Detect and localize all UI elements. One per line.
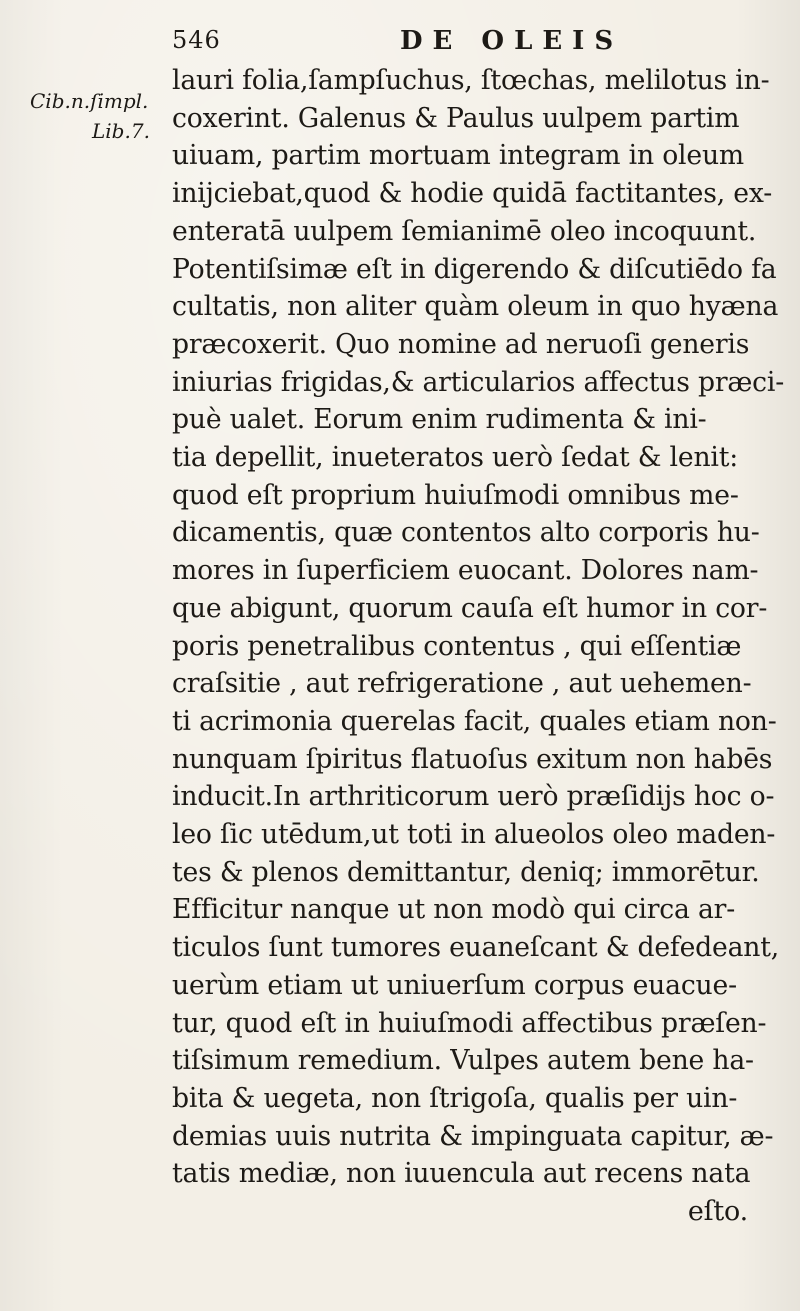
text-line: ti acrimonia querelas facit, quales etiam non- [172,705,777,737]
text-line: bita & uegeta, non ſtrigoſa, qualis per uin- [172,1082,738,1114]
catchword: eſto. [687,1196,748,1228]
text-line: Potentiſsimæ eſt in digerendo & diſcutiēdo fa [172,253,777,285]
text-line: iniurias frigidas,& articularios affectus præci- [172,366,785,398]
text-line: tes & plenos demittantur, deniq; immorētur. [172,856,760,888]
text-line: dicamentis, quæ contentos alto corporis hu- [172,517,760,549]
text-line: uerùm etiam ut uniuerſum corpus euacue- [172,969,737,1001]
text-line: puè ualet. Eorum enim rudimenta & ini- [172,404,707,436]
text-line: tia depellit, inueteratos uerò ſedat & lenit: [172,442,739,474]
text-line: mores in ſuperficiem euocant. Dolores nam- [172,555,759,587]
running-head [0,26,800,66]
text-line: tiſsimum remedium. Vulpes autem bene ha- [172,1045,754,1077]
running-title: DE OLEIS [400,26,624,56]
text-line: coxerint. Galenus & Paulus uulpem partim [172,102,740,134]
margin-note-line: Lib.7. [92,119,150,143]
margin-note-line: Cib.n.ſimpl. [30,89,149,113]
text-line: Efficitur nanque ut non modò qui circa ar- [172,894,736,926]
text-line: quod eſt proprium huiuſmodi omnibus me- [172,479,739,511]
text-line: præcoxerit. Quo nomine ad neruoſi generis [172,328,750,360]
text-line: demias uuis nutrita & impinguata capitur, æ- [172,1120,774,1152]
text-line: craſsitie , aut refrigeratione , aut uehemen- [172,668,752,700]
margin-note [30,86,170,146]
page-number: 546 [172,26,221,54]
text-line: nunquam ſpiritus flatuoſus exitum non habēs [172,743,773,775]
text-line: uiuam, partim mortuam integram in oleum [172,140,744,172]
text-line: inducit.In arthriticorum uerò præſidijs hoc o- [172,781,775,813]
text-line: cultatis, non aliter quàm oleum in quo hyæna [172,291,779,323]
text-line: tur, quod eſt in huiuſmodi affectibus præſen- [172,1007,767,1039]
text-line: lauri folia,ſampſuchus, ſtœchas, melilotus in- [172,65,770,96]
text-line: ticulos ſunt tumores euaneſcant & defedeant, [172,932,780,964]
text-line: poris penetralibus contentus , qui eſſentiæ [172,630,742,662]
text-line: enteratā uulpem ſemianimē oleo incoquunt. [172,215,757,247]
text-line: leo ſic utēdum,ut toti in alueolos oleo maden- [172,819,776,851]
text-line: tatis mediæ, non iuuencula aut recens nata [172,1158,751,1190]
body-text [172,62,792,1231]
text-line: inijciebat,quod & hodie quidā factitantes, ex- [172,178,773,210]
text-line: que abigunt, quorum cauſa eſt humor in cor- [172,592,768,624]
